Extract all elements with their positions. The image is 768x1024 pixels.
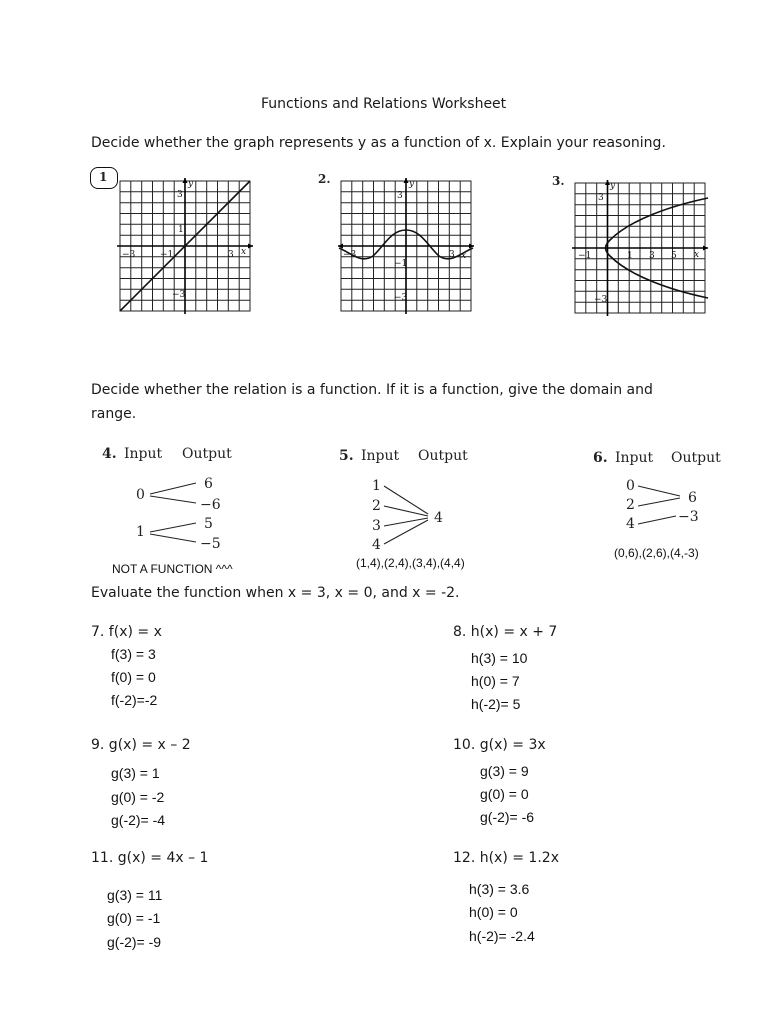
problem-10-answer-1: g(3) = 9: [480, 763, 529, 779]
graph-1-label-tm1: −1: [160, 250, 174, 260]
relations-instructions-line1: Decide whether the relation is a function. If it is a function, give the domain and: [91, 382, 653, 398]
relation-5-input-label: Input: [361, 448, 400, 464]
problem-8-answer-3: h(-2)= 5: [471, 696, 521, 712]
problem-11-answer-2: g(0) = -1: [107, 910, 161, 926]
relation-4-output-0: 6: [204, 476, 213, 492]
problem-7-answer-3: f(-2)=-2: [111, 692, 158, 708]
graph-3-label-y: y: [610, 181, 616, 191]
graph-1-label-bm3: −3: [172, 290, 186, 300]
relation-6-input-label: Input: [615, 450, 654, 466]
graph-3-label-x: x: [694, 250, 700, 260]
problem-9-answer-2: g(0) = -2: [111, 789, 165, 805]
relation-4-output-2: 5: [204, 516, 213, 532]
graph-1: [115, 176, 255, 316]
relation-4-input-label: Input: [124, 446, 163, 462]
relations-instructions-line2: range.: [91, 406, 137, 422]
graph-1-label-y: y: [188, 179, 194, 189]
graph-instructions: Decide whether the graph represents y as a function of x. Explain your reasoning.: [91, 135, 666, 151]
graph-2: [336, 176, 476, 316]
graph-3-label-t3: 3: [598, 193, 604, 203]
graph-2-label-lm3: −3: [343, 250, 357, 260]
relation-5-mapping: [366, 474, 476, 554]
relation-6-input-2: 4: [626, 516, 635, 532]
relation-6-output-0: 6: [688, 490, 697, 506]
problem-12-label: 12. h(x) = 1.2x: [453, 850, 559, 866]
graph-1-number: 1: [99, 170, 108, 184]
relation-5-input-0: 1: [372, 478, 381, 494]
problem-11-answer-1: g(3) = 11: [107, 887, 163, 903]
graph-2-label-y: y: [409, 179, 415, 189]
relation-5-input-2: 3: [372, 518, 381, 534]
relation-6-input-0: 0: [626, 478, 635, 494]
problem-9-answer-3: g(-2)= -4: [111, 812, 166, 828]
problem-9-label: 9. g(x) = x – 2: [91, 737, 191, 753]
graph-3-label-r5: 5: [671, 251, 677, 261]
graph-3-label-r3: 3: [649, 251, 655, 261]
relation-6-mapping: [620, 474, 720, 534]
problem-7-label: 7. f(x) = x: [91, 624, 162, 640]
graph-2-label-r3: 3: [449, 250, 455, 260]
problem-10-label: 10. g(x) = 3x: [453, 737, 546, 753]
relation-5-answer: (1,4),(2,4),(3,4),(4,4): [356, 556, 465, 570]
relation-6-output-1: −3: [678, 509, 699, 525]
graph-3-number: 3.: [552, 174, 565, 188]
relation-6-input-1: 2: [626, 497, 635, 513]
problem-10-answer-2: g(0) = 0: [480, 786, 529, 802]
evaluate-instructions: Evaluate the function when x = 3, x = 0, and x = -2.: [91, 585, 460, 601]
graph-1-label-r3: 3: [228, 250, 234, 260]
problem-11-label: 11. g(x) = 4x – 1: [91, 850, 209, 866]
relation-4-output-1: −6: [200, 497, 221, 513]
graph-3-label-bm3: −3: [594, 295, 608, 305]
problem-11-answer-3: g(-2)= -9: [107, 934, 162, 950]
problem-12-answer-2: h(0) = 0: [469, 904, 518, 920]
relation-4-number: 4.: [102, 446, 117, 462]
graph-1-label-t3: 3: [177, 190, 183, 200]
graph-2-label-t3: 3: [397, 191, 403, 201]
page-title: Functions and Relations Worksheet: [261, 96, 507, 112]
graph-2-label-tm3: −3: [394, 293, 408, 303]
relation-5-output-0: 4: [434, 510, 443, 526]
relation-4-input-1: 1: [136, 524, 145, 540]
problem-10-answer-3: g(-2)= -6: [480, 809, 535, 825]
relation-5-number: 5.: [339, 448, 354, 464]
graph-1-label-tm3: −3: [122, 250, 136, 260]
problem-12-answer-3: h(-2)= -2.4: [469, 928, 535, 944]
problem-12-answer-1: h(3) = 3.6: [469, 881, 530, 897]
graph-2-number: 2.: [318, 172, 331, 186]
relation-4-output-3: −5: [200, 536, 221, 552]
relation-4-mapping: [130, 472, 250, 552]
graph-2-label-x: x: [461, 251, 467, 261]
graph-3-label-tm1: −1: [578, 251, 592, 261]
problem-8-label: 8. h(x) = x + 7: [453, 624, 558, 640]
graph-3: [570, 178, 710, 318]
problem-8-answer-1: h(3) = 10: [471, 650, 528, 666]
relation-4-input-0: 0: [136, 487, 145, 503]
problem-8-answer-2: h(0) = 7: [471, 673, 520, 689]
graph-3-label-t1: 1: [627, 251, 633, 261]
graph-2-label-tm1: −1: [394, 259, 408, 269]
graph-1-label-x: x: [241, 247, 247, 257]
relation-6-number: 6.: [593, 450, 608, 466]
relation-5-input-3: 4: [372, 537, 381, 553]
problem-7-answer-1: f(3) = 3: [111, 646, 156, 662]
relation-6-output-label: Output: [671, 450, 721, 466]
relation-4-answer: NOT A FUNCTION ^^^: [112, 562, 233, 576]
relation-6-answer: (0,6),(2,6),(4,-3): [614, 546, 699, 560]
relation-5-input-1: 2: [372, 498, 381, 514]
problem-9-answer-1: g(3) = 1: [111, 765, 160, 781]
relation-4-output-label: Output: [182, 446, 232, 462]
graph-1-label-t1: 1: [178, 225, 184, 235]
problem-7-answer-2: f(0) = 0: [111, 669, 156, 685]
relation-5-output-label: Output: [418, 448, 468, 464]
